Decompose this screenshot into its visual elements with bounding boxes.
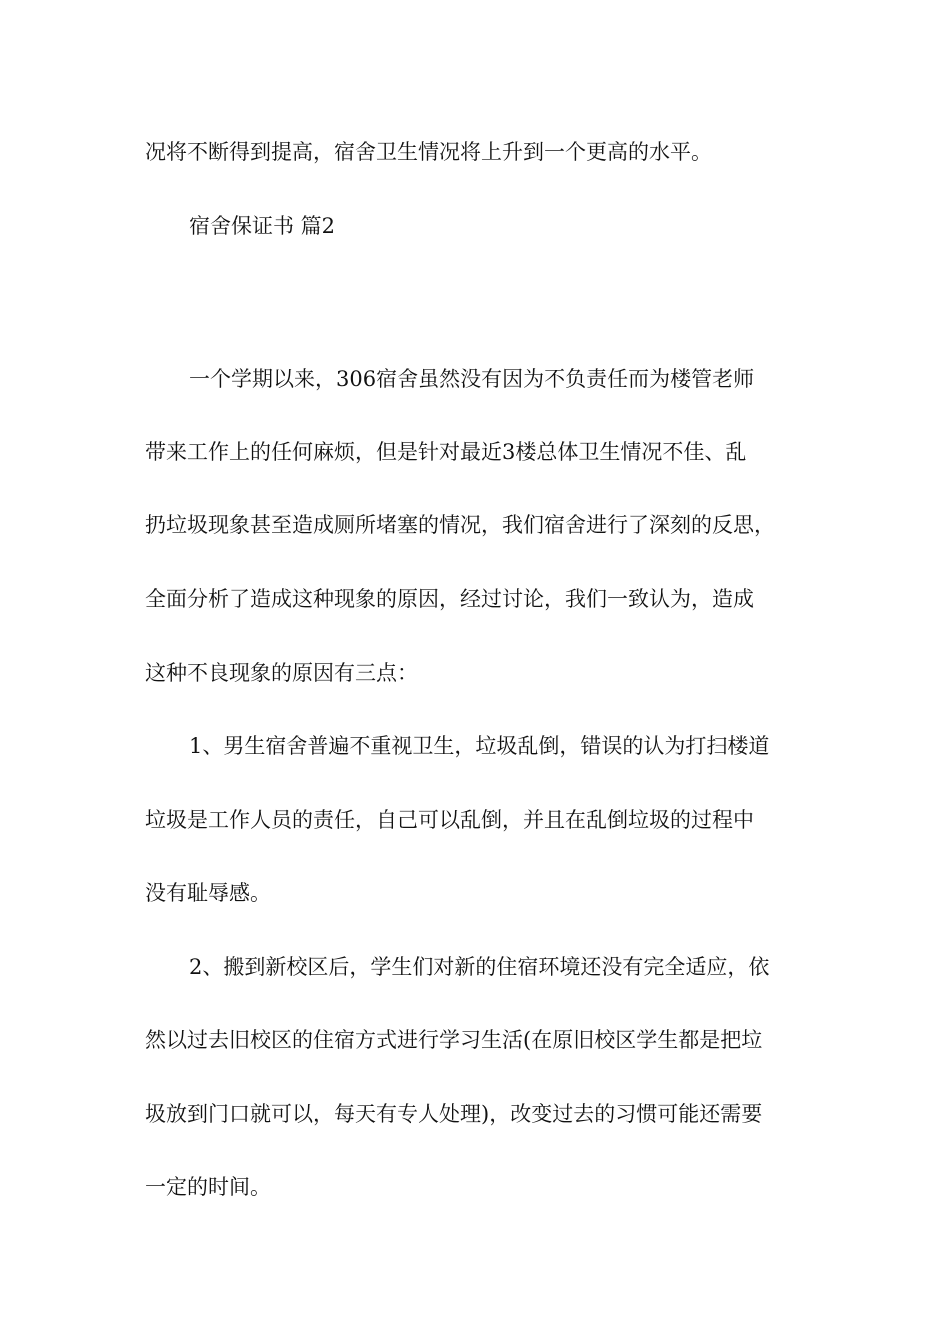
paragraph-line-5: 扔垃圾现象甚至造成厕所堵塞的情况，我们宿舍进行了深刻的反思， bbox=[145, 513, 775, 537]
paragraph-line-1: 况将不断得到提高，宿舍卫生情况将上升到一个更高的水平。 bbox=[145, 140, 712, 164]
list-item-2-line-4: 一定的时间。 bbox=[145, 1175, 271, 1199]
list-item-1-line-3: 没有耻辱感。 bbox=[145, 881, 271, 905]
list-item-2-line-2: 然以过去旧校区的住宿方式进行学习生活(在原旧校区学生都是把垃 bbox=[145, 1028, 763, 1052]
list-item-2-line-1: 2、搬到新校区后，学生们对新的住宿环境还没有完全适应，依 bbox=[189, 955, 770, 979]
paragraph-line-6: 全面分析了造成这种现象的原因，经过讨论，我们一致认为，造成 bbox=[145, 587, 754, 611]
paragraph-line-7: 这种不良现象的原因有三点： bbox=[145, 661, 418, 685]
section-heading: 宿舍保证书 篇2 bbox=[189, 214, 336, 238]
list-item-1-line-2: 垃圾是工作人员的责任，自己可以乱倒，并且在乱倒垃圾的过程中 bbox=[145, 808, 754, 832]
paragraph-line-4: 带来工作上的任何麻烦，但是针对最近3楼总体卫生情况不佳、乱 bbox=[145, 440, 747, 464]
paragraph-line-3: 一个学期以来，306宿舍虽然没有因为不负责任而为楼管老师 bbox=[189, 367, 755, 391]
list-item-2-line-3: 圾放到门口就可以，每天有专人处理)，改变过去的习惯可能还需要 bbox=[145, 1102, 763, 1126]
list-item-1-line-1: 1、男生宿舍普遍不重视卫生，垃圾乱倒，错误的认为打扫楼道 bbox=[189, 734, 770, 758]
